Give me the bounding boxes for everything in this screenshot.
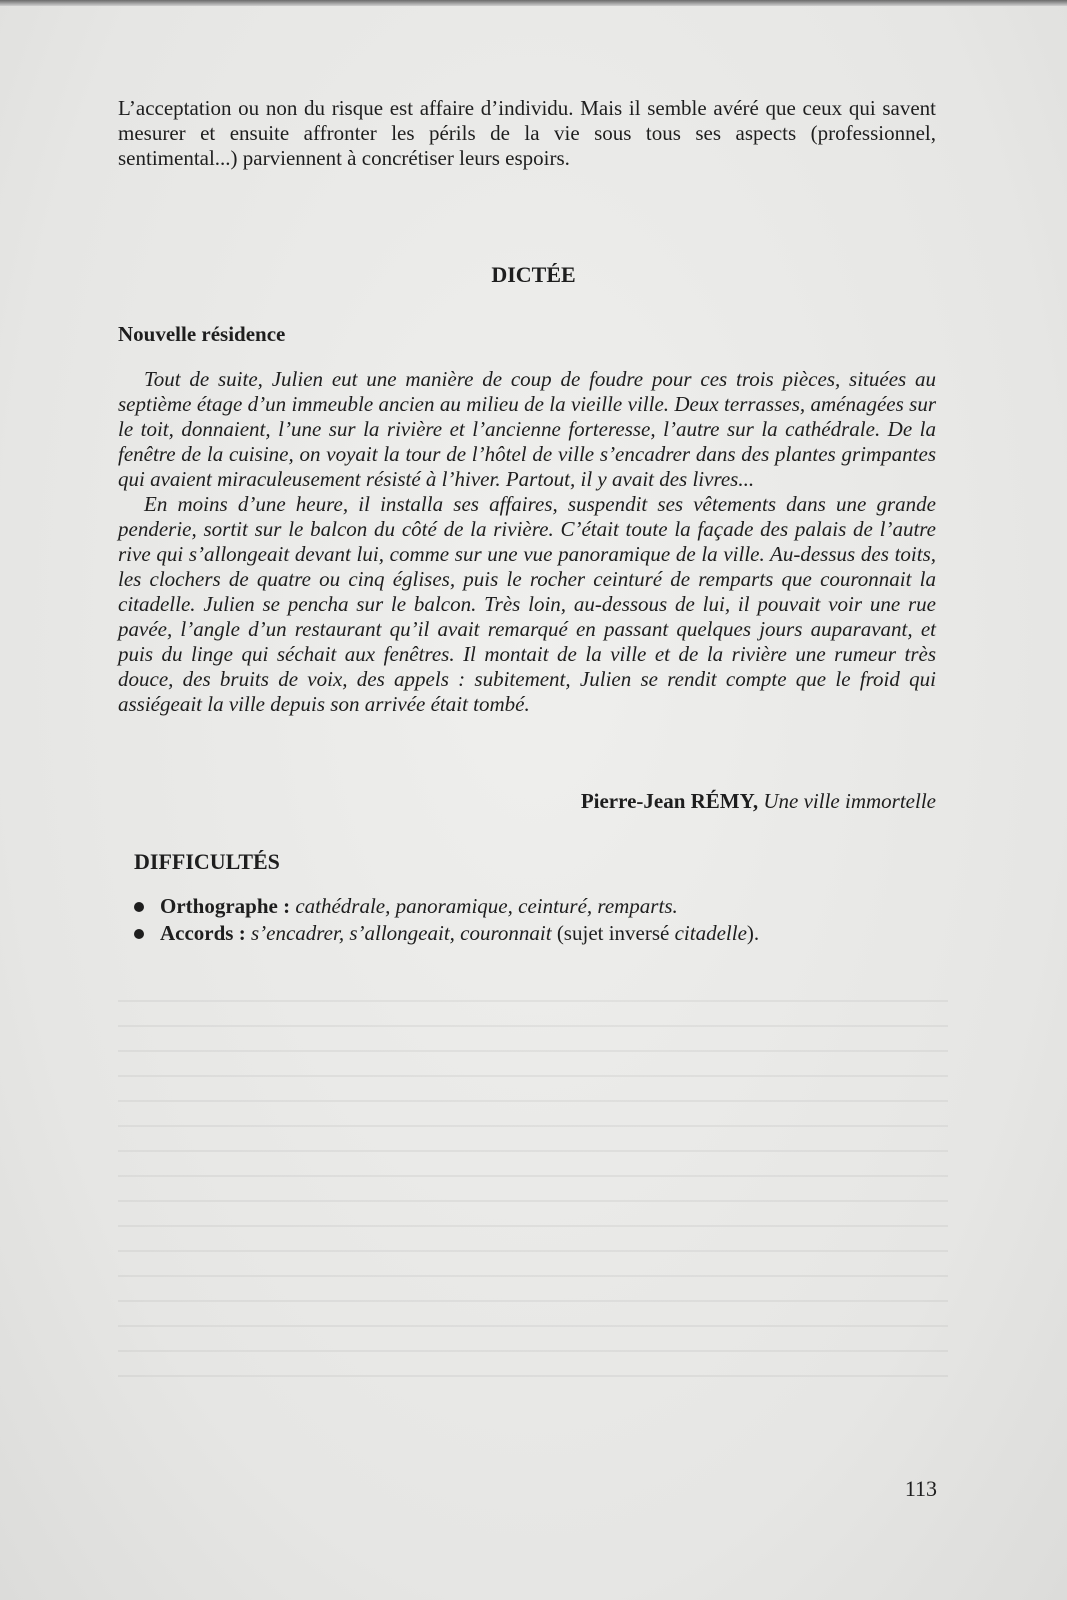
- list-item: [134, 893, 759, 920]
- item-note: (sujet inversé: [551, 921, 675, 945]
- difficulties-list: [134, 893, 759, 947]
- dictee-text: [118, 367, 936, 717]
- bullet-icon: [134, 929, 144, 939]
- show-through-texture: [118, 1000, 948, 1380]
- dictee-subtitle: Nouvelle résidence: [118, 322, 286, 346]
- page-number: 113: [904, 1476, 937, 1501]
- dictee-paragraph-2: En moins d’une heure, il installa ses affaires, suspendit ses vêtements dans une grande penderie, sortit sur le balcon du côté de la rivière. C’était toute la façade des palais de l’autre rive qui s’allongeait devant lui, comme sur une vue panoramique de la ville. Au-dessus des toits, les clochers de quatre ou cinq églises, puis le rocher ceinturé de remparts que couronnait la citadelle. Julien se pencha sur le balcon. Très loin, au-dessous de lui, il pouvait voir une rue pavée, l’angle d’un restaurant qu’il avait remarqué en passant quelques jours auparavant, et puis du linge qui séchait aux fenêtres. Il montait de la ville et de la rivière une rumeur très douce, des bruits de voix, des appels : subitement, Julien se rendit compte que le froid qui assiégeait la ville depuis son arrivée était tombé.: [118, 492, 936, 716]
- list-item: [134, 920, 759, 947]
- item-label: Accords :: [160, 921, 246, 945]
- item-words: s’encadrer, s’allongeait, couronnait: [250, 921, 552, 945]
- attribution: [581, 789, 936, 814]
- page-top-edge: [0, 0, 1067, 6]
- dictee-title: DICTÉE: [491, 262, 576, 287]
- item-label: Orthographe :: [160, 894, 291, 918]
- item-words: cathédrale, panoramique, ceinturé, remparts.: [295, 894, 678, 918]
- work-title: Une ville immortelle: [763, 789, 936, 813]
- bullet-icon: [134, 902, 144, 912]
- difficulties-heading: DIFFICULTÉS: [134, 849, 280, 874]
- item-note-italic: citadelle: [674, 921, 747, 945]
- author-name: Pierre-Jean RÉMY,: [580, 789, 759, 813]
- dictee-paragraph-1: Tout de suite, Julien eut une manière de coup de foudre pour ces trois pièces, situées au septième étage d’un immeuble ancien au milieu de la vieille ville. Deux terrasses, aménagées sur le toit, donnaient, l’une sur la rivière et l’ancienne forteresse, l’autre sur la cathédrale. De la fenêtre de la cuisine, on voyait la tour de l’hôtel de ville s’encadrer dans des plantes grimpantes qui avaient miraculeusement résisté à l’hiver. Partout, il y avait des livres...: [118, 367, 936, 491]
- intro-paragraph: L’acceptation ou non du risque est affaire d’individu. Mais il semble avéré que ceux qui savent mesurer et ensuite affronter les périls de la vie sous tous ses aspects (professionnel, sentimental...) parviennent à concrétiser leurs espoirs.: [118, 96, 936, 170]
- item-note-end: ).: [746, 921, 760, 945]
